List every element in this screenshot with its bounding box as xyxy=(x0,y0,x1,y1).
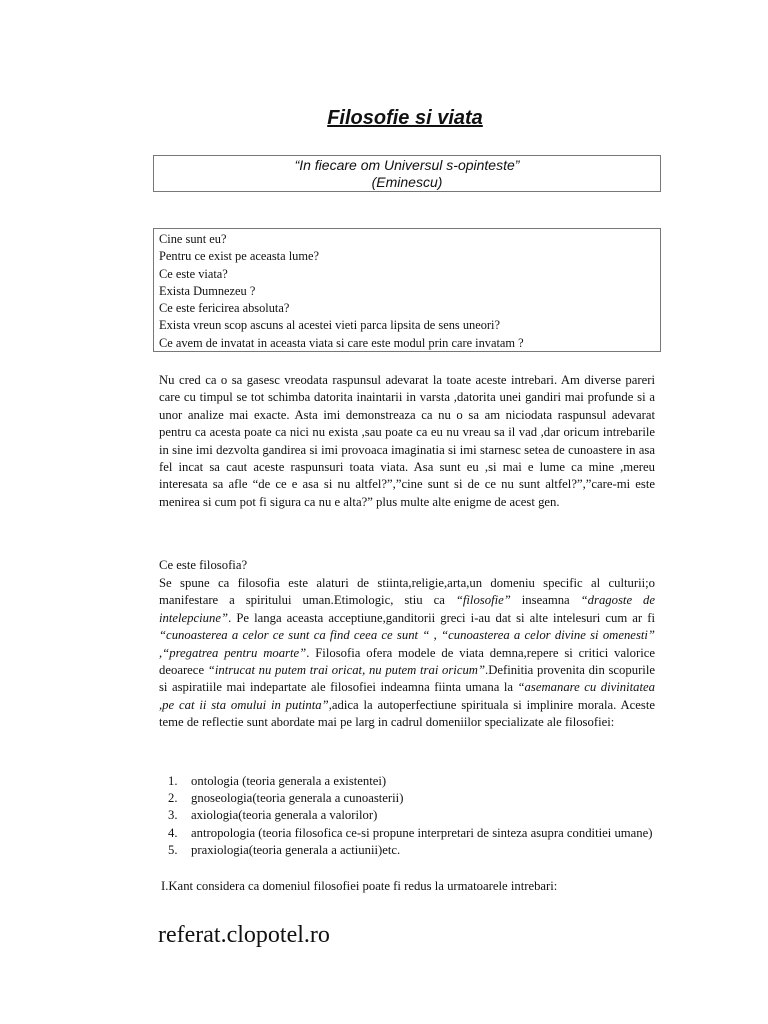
paragraph-text: .Definitia provenita din scopurile si aspiratiile mai indepartate ale filosofiei indeamna fiinta umana la xyxy=(159,663,655,695)
list-item xyxy=(159,825,655,842)
quoted-term: “cunoasterea a celor ce sunt ca find ceea ce sunt “ , “cunoasterea a celor divine si omenesti” ,“pregatrea pentru moarte” xyxy=(159,628,655,660)
paragraph-text: . Pe langa aceasta acceptiune,ganditorii greci i-au dat si alte intelesuri cum ar fi xyxy=(228,610,655,625)
philosophy-paragraph xyxy=(159,575,655,732)
quoted-term: “intrucat nu putem trai oricat, nu putem trai oricum” xyxy=(207,663,486,678)
quote-author: (Eminescu) xyxy=(371,174,443,190)
list-text: axiologia(teoria generala a valorilor) xyxy=(191,808,378,823)
paragraph-text: inseamna xyxy=(510,593,581,608)
question-line: Ce este fericirea absoluta? xyxy=(159,301,290,316)
kant-line: I.Kant considera ca domeniul filosofiei poate fi redus la urmatoarele intrebari: xyxy=(161,879,558,893)
paragraph-text: ,adica la autoperfectiune spirituala si implinire morala. Aceste teme de reflectie sunt abordate mai pe larg in cadrul domeniilor specializate ale filosofiei: xyxy=(159,697,655,730)
intro-paragraph: Nu cred ca o sa gasesc vreodata raspunsul adevarat la toate aceste intrebari. Am diverse pareri care cu timpul se tot schimba datorita inaintarii in varsta ,datorita unei gandiri mai profunde si a unor analize mai exacte. Asta imi demonstreaza ca nu o sa am niciodata raspunsul adevarat pentru ca acesta poate ca nici nu exista ,sau poate ca eu nu vreau sa il vad ,dar oricum intrebarile in sine imi dezvolta gandirea si imi provoaca imaginatia si imi starnesc setea de cunoastere in asa fel incat sa caut aceste raspunsuri toata viata. Asa sunt eu ,si mai e lume ca mine ,mereu interesata sa afle “de ce e asa si nu altfel?”,”cine sunt si de ce nu sunt altfel?”,”care-mi este menirea si cum pot fi sigura ca nu e alta?” plus multe alte enigme de acest gen. xyxy=(159,373,655,509)
document-title: Filosofie si viata xyxy=(327,107,483,129)
question-line: Cine sunt eu? xyxy=(159,232,227,246)
quoted-term: “filosofie” xyxy=(455,593,511,608)
paragraph-text: . Filosofia ofera modele de viata demna,repere si critici valorice deoarece xyxy=(159,645,655,678)
quoted-term: “asemanare cu divinitatea ,pe cat ii sta omului in putinta” xyxy=(159,680,655,712)
question-line: Ce avem de invatat in aceasta viata si care este modul prin care invatam ? xyxy=(159,335,524,350)
list-text: ontologia (teoria generala a existentei) xyxy=(191,774,387,788)
list-number: 5. xyxy=(168,842,178,857)
list-number: 3. xyxy=(168,808,178,823)
footer-site-link[interactable]: referat.clopotel.ro xyxy=(158,922,330,948)
list-item xyxy=(159,790,655,807)
list-text: gnoseologia(teoria generala a cunoasterii) xyxy=(191,791,404,806)
list-item xyxy=(159,842,655,859)
question-line: Exista vreun scop ascuns al acestei vieti parca lipsita de sens uneori? xyxy=(159,318,500,333)
quote-text: “In fiecare om Universul s-opinteste” xyxy=(294,157,520,173)
question-line: Exista Dumnezeu ? xyxy=(159,283,256,298)
list-text: antropologia (teoria filosofica ce-si propune interpretari de sinteza asupra conditiei umane) xyxy=(191,825,653,840)
list-item xyxy=(159,773,655,790)
quote-box xyxy=(153,155,661,192)
quoted-term: “dragoste de intelepciune” xyxy=(159,593,656,625)
list-number: 4. xyxy=(168,825,178,840)
list-item xyxy=(159,807,655,824)
question-line: Pentru ce exist pe aceasta lume? xyxy=(159,249,319,264)
question-line: Ce este viata? xyxy=(159,266,228,281)
paragraph-text: Se spune ca filosofia este alaturi de stiinta,religie,arta,un domeniu specific al culturii;o manifestare a spiritului uman.Etimologic, stiu ca xyxy=(159,576,655,608)
list-text: praxiologia(teoria generala a actiunii)etc. xyxy=(191,842,401,857)
section-heading: Ce este filosofia? xyxy=(159,558,248,572)
domains-list xyxy=(159,773,655,859)
list-number: 2. xyxy=(168,791,178,806)
questions-box xyxy=(153,228,661,352)
list-number: 1. xyxy=(168,774,178,788)
